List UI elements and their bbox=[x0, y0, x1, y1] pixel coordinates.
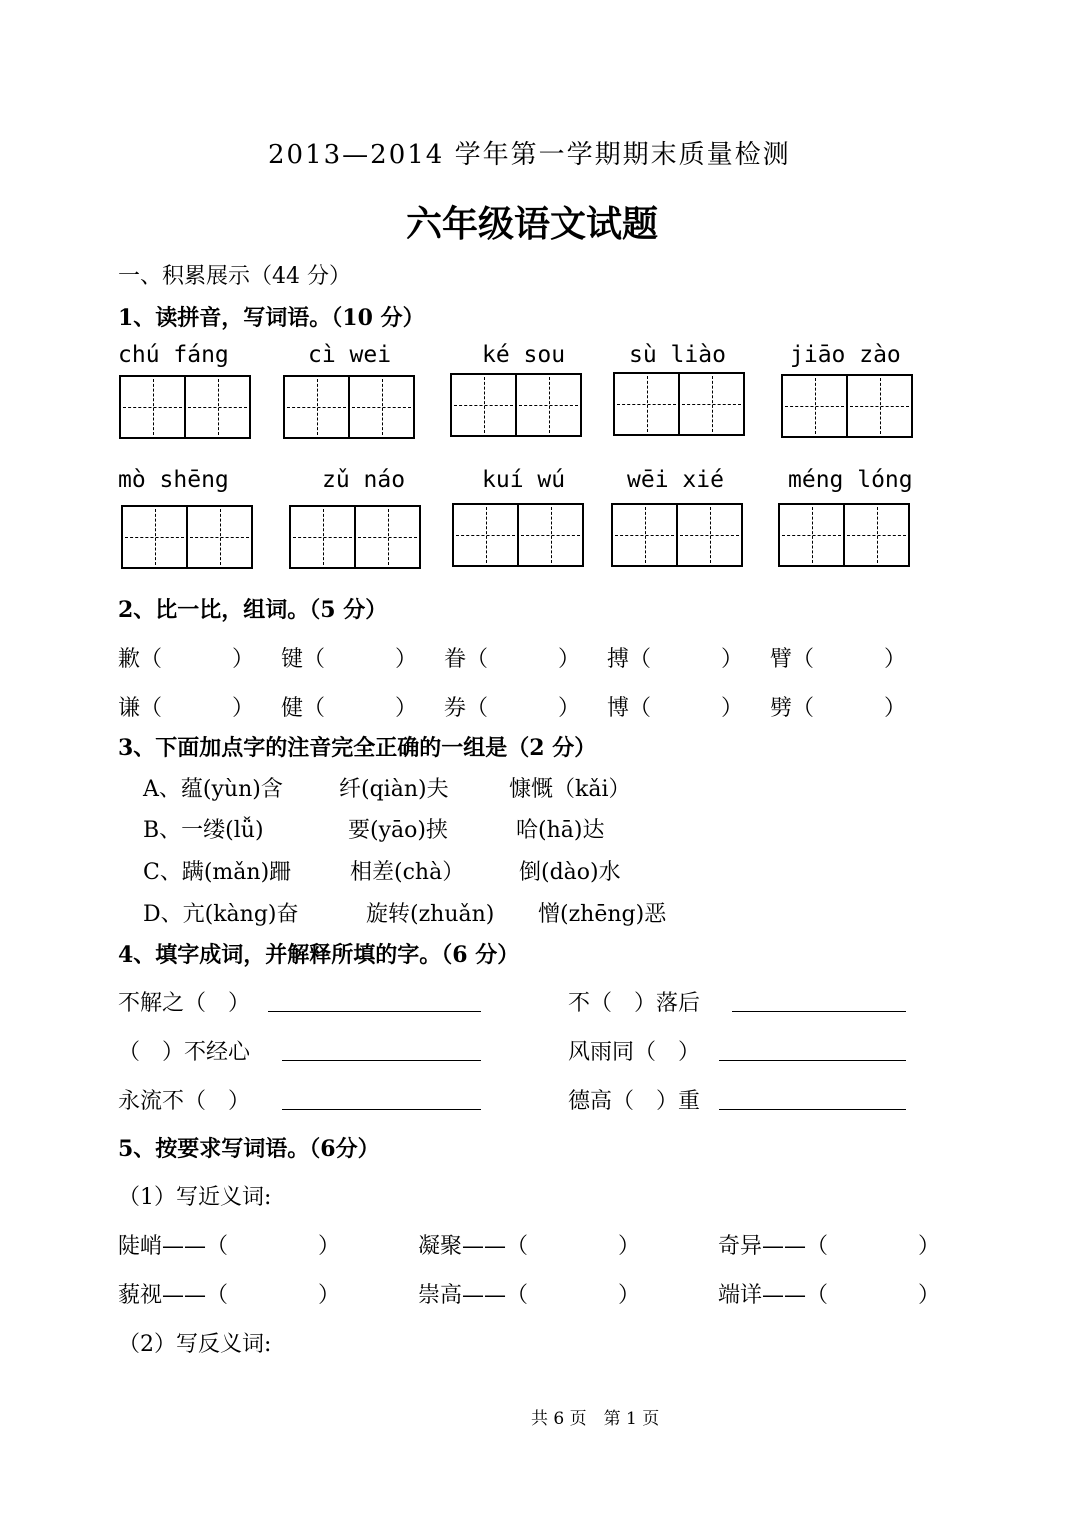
writing-grid[interactable] bbox=[452, 503, 584, 567]
subquestion-label: （1）写近义词: bbox=[118, 1185, 272, 1210]
option-a-part: 纤(qiàn)夫 bbox=[339, 777, 449, 802]
synonym-item: 陡峭——（ bbox=[118, 1234, 229, 1259]
option-d-part: D、亢(kàng)奋 bbox=[143, 902, 299, 927]
compare-item: 博（ bbox=[607, 696, 652, 721]
option-b-part: 哈(hā)达 bbox=[516, 818, 605, 843]
compare-close: ） bbox=[721, 696, 744, 721]
synonym-close: ） bbox=[318, 1283, 341, 1308]
compare-item: 谦（ bbox=[118, 696, 163, 721]
exam-title: 六年级语文试题 bbox=[406, 203, 659, 245]
pinyin-label: wēi xié bbox=[627, 467, 724, 493]
writing-grid[interactable] bbox=[119, 375, 251, 439]
pinyin-label: méng lóng bbox=[788, 467, 913, 493]
subquestion-label: （2）写反义词: bbox=[118, 1332, 272, 1357]
synonym-item: 奇异——（ bbox=[718, 1234, 829, 1259]
fill-item: 不（ ）落后 bbox=[568, 991, 701, 1016]
compare-close: ） bbox=[232, 647, 255, 672]
option-a-part: 慷慨（kǎi） bbox=[509, 777, 631, 802]
fill-item: 永流不（ ） bbox=[118, 1089, 251, 1114]
compare-close: ） bbox=[558, 696, 581, 721]
pinyin-label: ké sou bbox=[482, 342, 566, 368]
compare-close: ） bbox=[721, 647, 744, 672]
compare-close: ） bbox=[395, 696, 418, 721]
writing-grid[interactable] bbox=[289, 505, 421, 569]
option-c-part: C、蹒(mǎn)跚 bbox=[143, 860, 292, 885]
section-heading: 一、积累展示（44 分） bbox=[118, 264, 351, 289]
compare-close: ） bbox=[884, 696, 907, 721]
compare-close: ） bbox=[232, 696, 255, 721]
option-b-part: 要(yāo)挟 bbox=[348, 818, 448, 843]
question-3-heading: 3、下面加点字的注音完全正确的一组是（2 分） bbox=[118, 735, 597, 761]
answer-line[interactable] bbox=[282, 1060, 481, 1061]
compare-item: 健（ bbox=[281, 696, 326, 721]
page-footer: 共 6 页 第 1 页 bbox=[531, 1409, 660, 1429]
synonym-close: ） bbox=[618, 1234, 641, 1259]
writing-grid[interactable] bbox=[781, 374, 913, 438]
option-d-part: 憎(zhēng)恶 bbox=[538, 902, 667, 927]
compare-item: 搏（ bbox=[607, 647, 652, 672]
pinyin-label: mò shēng bbox=[118, 467, 229, 493]
compare-item: 券（ bbox=[444, 696, 489, 721]
synonym-item: 凝聚——（ bbox=[418, 1234, 529, 1259]
answer-line[interactable] bbox=[282, 1109, 481, 1110]
option-b-part: B、一缕(lǚ) bbox=[143, 818, 264, 843]
option-d-part: 旋转(zhuǎn) bbox=[366, 902, 495, 927]
writing-grid[interactable] bbox=[121, 505, 253, 569]
fill-item: 德高（ ）重 bbox=[568, 1089, 701, 1114]
exam-supertitle: 2013—2014 学年第一学期期末质量检测 bbox=[268, 140, 791, 170]
synonym-close: ） bbox=[318, 1234, 341, 1259]
writing-grid[interactable] bbox=[778, 503, 910, 567]
question-5-heading: 5、按要求写词语。（6分） bbox=[118, 1136, 380, 1162]
answer-line[interactable] bbox=[732, 1011, 906, 1012]
compare-item: 劈（ bbox=[770, 696, 815, 721]
writing-grid[interactable] bbox=[283, 375, 415, 439]
answer-line[interactable] bbox=[719, 1109, 906, 1110]
answer-line[interactable] bbox=[268, 1011, 481, 1012]
compare-close: ） bbox=[395, 647, 418, 672]
synonym-close: ） bbox=[618, 1283, 641, 1308]
compare-item: 眷（ bbox=[444, 647, 489, 672]
fill-item: 不解之（ ） bbox=[118, 991, 251, 1016]
pinyin-label: cì wei bbox=[308, 342, 392, 368]
synonym-item: 藐视——（ bbox=[118, 1283, 229, 1308]
option-c-part: 相差(chà） bbox=[350, 860, 465, 885]
writing-grid[interactable] bbox=[450, 373, 582, 437]
writing-grid[interactable] bbox=[611, 503, 743, 567]
fill-item: 风雨同（ ） bbox=[568, 1040, 701, 1065]
writing-grid[interactable] bbox=[613, 372, 745, 436]
option-a-part: A、蕴(yùn)含 bbox=[143, 777, 283, 802]
answer-line[interactable] bbox=[719, 1060, 906, 1061]
pinyin-label: chú fáng bbox=[118, 342, 229, 368]
fill-item: （ ）不经心 bbox=[118, 1040, 251, 1065]
compare-close: ） bbox=[558, 647, 581, 672]
compare-close: ） bbox=[884, 647, 907, 672]
question-1-heading: 1、读拼音，写词语。（10 分） bbox=[118, 305, 425, 331]
pinyin-label: kuí wú bbox=[482, 467, 566, 493]
synonym-close: ） bbox=[918, 1234, 941, 1259]
compare-item: 臂（ bbox=[770, 647, 815, 672]
compare-item: 歉（ bbox=[118, 647, 163, 672]
question-2-heading: 2、比一比，组词。（5 分） bbox=[118, 597, 388, 623]
pinyin-label: sù liào bbox=[629, 342, 726, 368]
synonym-close: ） bbox=[918, 1283, 941, 1308]
question-4-heading: 4、填字成词，并解释所填的字。（6 分） bbox=[118, 942, 520, 968]
pinyin-label: zǔ náo bbox=[322, 467, 406, 493]
pinyin-label: jiāo zào bbox=[790, 342, 901, 368]
option-c-part: 倒(dào)水 bbox=[519, 860, 621, 885]
compare-item: 键（ bbox=[281, 647, 326, 672]
synonym-item: 崇高——（ bbox=[418, 1283, 529, 1308]
synonym-item: 端详——（ bbox=[718, 1283, 829, 1308]
